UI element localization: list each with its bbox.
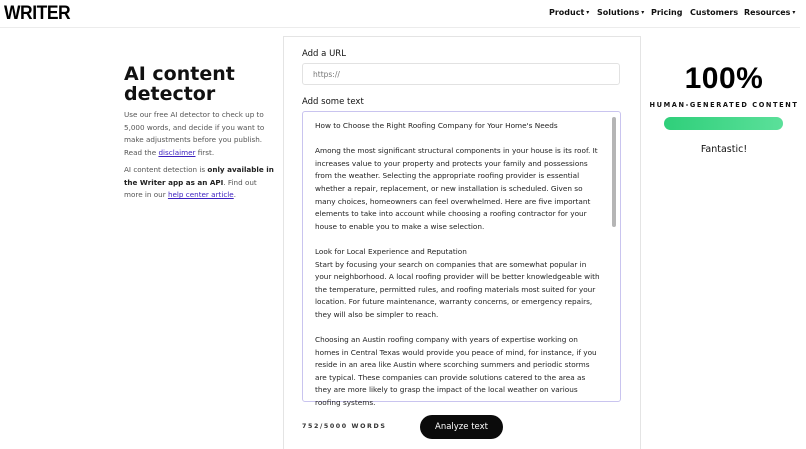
- writer-logo[interactable]: WRITER: [4, 3, 71, 24]
- api-note: [124, 164, 274, 202]
- word-count: 752/5000 WORDS: [302, 423, 387, 430]
- chevron-down-icon: ▾: [586, 9, 590, 16]
- text-input-area[interactable]: [302, 111, 621, 408]
- nav-solutions[interactable]: [597, 8, 644, 17]
- page-title: AI content detector: [124, 63, 235, 105]
- score-verdict: Fantastic!: [700, 144, 748, 155]
- intro-description: [124, 109, 274, 159]
- url-input[interactable]: [302, 63, 620, 85]
- score-progress-bar: [664, 117, 783, 130]
- score-progress-fill: [664, 117, 783, 130]
- help-center-link[interactable]: help center article: [167, 190, 234, 199]
- nav-customers-label: Customers: [690, 8, 739, 17]
- api-note-mid: . Find out more in our: [124, 177, 257, 199]
- text-paragraph: Among the most significant structural components in your house is its roof. It increases value to your property and protects your family and possessions from the weather. Selecting the appropriate roofing provider is essential whether a repair, replacement, or new installation is scheduled. Given so many choices, homeowners can feel overwhelmed. Here are five important elements to take into account while choosing a roofing contractor for your house to enable you to make a wise selection.: [315, 146, 598, 231]
- intro-text: Use our free AI detector to check up to 5,000 words, and decide if you want to make adjustments before you publish. Read the: [124, 110, 265, 157]
- chevron-down-icon: ▾: [641, 9, 645, 16]
- chevron-down-icon: ▾: [792, 9, 796, 16]
- nav-resources[interactable]: [744, 8, 795, 17]
- nav-product[interactable]: [549, 8, 589, 17]
- text-paragraph: How to Choose the Right Roofing Company for Your Home's Needs: [315, 121, 558, 130]
- top-header: [0, 0, 800, 28]
- disclaimer-link[interactable]: disclaimer: [158, 147, 196, 157]
- analyze-text-button[interactable]: Analyze text: [420, 415, 503, 439]
- score-percent: 100%: [684, 62, 764, 95]
- url-label: Add a URL: [302, 49, 346, 59]
- nav-product-label: Product: [549, 8, 585, 17]
- text-label: Add some text: [302, 97, 364, 107]
- nav-resources-label: Resources: [744, 8, 791, 17]
- text-paragraph: Choosing an Austin roofing company with years of expertise working on homes in Central Texas would provide you peace of mind, for instance, if you reside in an area like Austin where scorching summers and periodic storms are typical. These companies can provide solutions catered to the area as they are more likely to grasp the impact of the local weather on various roofing systems.: [315, 335, 597, 408]
- nav-solutions-label: Solutions: [597, 8, 640, 17]
- scrollbar[interactable]: [612, 117, 616, 227]
- nav-pricing-label: Pricing: [651, 8, 683, 17]
- api-note-end: .: [233, 190, 237, 199]
- score-label: HUMAN-GENERATED CONTENT: [649, 101, 799, 109]
- nav-pricing[interactable]: [651, 8, 682, 17]
- intro-text-end: first.: [195, 147, 215, 157]
- text-paragraph: Look for Local Experience and Reputation Start by focusing your search on companies that are somewhat popular in your neighborhood. A local roofing provider will be better knowledgeable with the temperature, permitted rules, and roofing materials most suited for your location. For future maintenance, warranty concerns, or emergency repairs, they will also be simpler to reach.: [315, 246, 600, 319]
- api-note-text: AI content detection is: [124, 165, 208, 174]
- nav-customers[interactable]: [690, 8, 738, 17]
- api-note-bold: only available in the Writer app as an API: [124, 165, 274, 187]
